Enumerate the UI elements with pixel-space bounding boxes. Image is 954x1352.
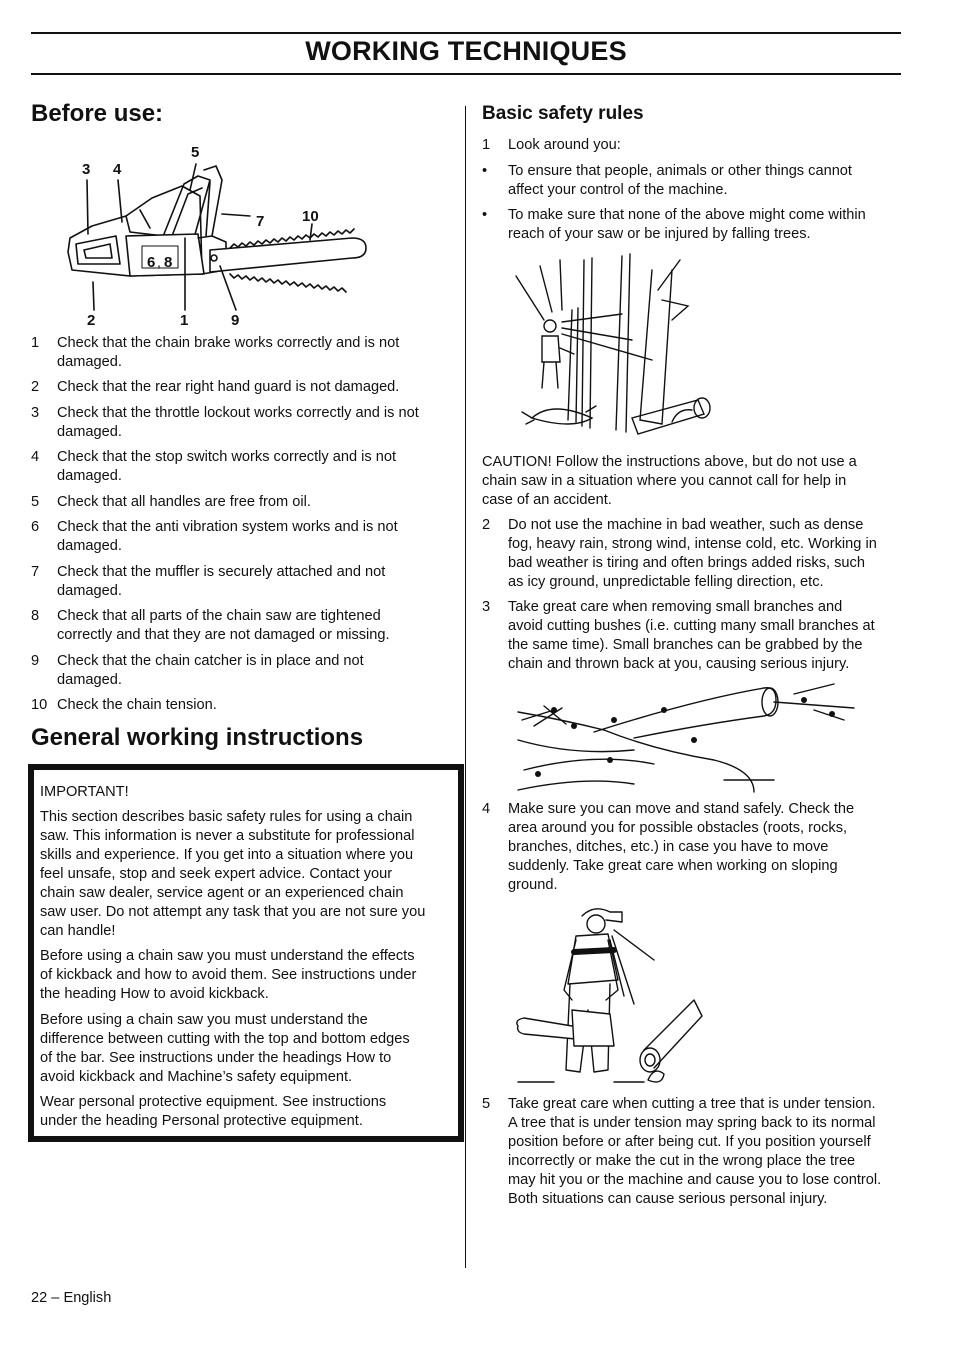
- safety-item-3: [482, 598, 902, 674]
- item-number: 4: [31, 449, 40, 465]
- figure-comma: ,: [157, 254, 161, 270]
- look-around-illustration: [512, 250, 722, 446]
- important-paragraph-1: This section describes basic safety rules for using a chain saw. This information is never a substitute for professional skills and experience. If you get into a situation where you feel unsafe, stop and seek expert advice. Contact your chain saw dealer, service agent or an experienced chain saw user. Do not attempt any task that you are not sure you can handle!: [40, 809, 426, 939]
- figure-label-8: 8: [164, 254, 173, 271]
- item-text: Look around you:: [508, 137, 621, 153]
- important-paragraph-3: Before using a chain saw you must understand the difference between cutting with the top and bottom edges of the bar. See instructions under the headings How to avoid kickback and Machine’s safety equipment.: [40, 1012, 410, 1085]
- checklist-item-3: [31, 404, 456, 442]
- item-number: 3: [482, 599, 491, 615]
- item-text: To make sure that none of the above might come within reach of your saw or be injured by falling trees.: [508, 207, 866, 242]
- item-number: 4: [482, 801, 491, 817]
- item-number: 9: [31, 653, 40, 669]
- important-paragraph-2: Before using a chain saw you must understand the effects of kickback and how to avoid them. See instructions under the heading How to avoid kickback.: [40, 948, 417, 1002]
- important-notice-box: [28, 764, 464, 1142]
- important-label: IMPORTANT!: [40, 784, 129, 800]
- item-text: Check that the muffler is securely attached and not damaged.: [57, 564, 386, 599]
- item-text: Check that all parts of the chain saw are tightened correctly and that they are not damaged or missing.: [57, 608, 390, 643]
- safety-bullet-2: [482, 206, 902, 244]
- safety-item-2: [482, 516, 902, 592]
- item-number: 5: [31, 494, 40, 510]
- item-text: Take great care when removing small branches and avoid cutting bushes (i.e. cutting many small branches at the same time). Small branches can be grabbed by the chain and thrown back at you, causing serious injury.: [508, 599, 875, 672]
- item-number: 8: [31, 608, 40, 624]
- checklist-item-6: [31, 518, 456, 556]
- item-text: Check that the chain brake works correctly and is not damaged.: [57, 335, 400, 370]
- item-number: 6: [31, 519, 40, 535]
- figure-label-4: 4: [113, 161, 122, 178]
- header-top-rule: [31, 32, 901, 34]
- caution-paragraph: CAUTION! Follow the instructions above, but do not use a chain saw in a situation where you cannot call for help in case of an accident.: [482, 454, 857, 508]
- branches-illustration: [514, 680, 860, 796]
- figure-label-2: 2: [87, 312, 96, 329]
- checklist-item-4: [31, 448, 456, 486]
- operator-illustration: [514, 900, 704, 1090]
- item-number: 7: [31, 564, 40, 580]
- chainsaw-figure: [60, 140, 380, 332]
- checklist-item-10: [31, 696, 456, 715]
- safety-item-5: [482, 1095, 902, 1209]
- item-number: 1: [31, 335, 40, 351]
- checklist-item-5: [31, 493, 456, 512]
- item-text: Check that the rear right hand guard is not damaged.: [57, 379, 400, 395]
- item-text: Check that the throttle lockout works correctly and is not damaged.: [57, 405, 419, 440]
- checklist-item-8: [31, 607, 456, 645]
- figure-label-1: 1: [180, 312, 189, 329]
- general-instructions-heading: General working instructions: [31, 724, 364, 751]
- header-bottom-rule: [31, 73, 901, 75]
- figure-label-5: 5: [191, 144, 200, 161]
- checklist-item-9: [31, 652, 456, 690]
- item-number: 10: [31, 697, 48, 713]
- safety-item-4: [482, 800, 902, 895]
- item-text: Do not use the machine in bad weather, such as dense fog, heavy rain, strong wind, intense cold, etc. Working in bad weather is tiring and often brings added risks, such as icy ground, unpredictable felling direction, etc.: [508, 517, 877, 590]
- item-text: Take great care when cutting a tree that is under tension. A tree that is under tension may spring back to its normal position before or after being cut. If you position yourself incorrectly or make the cut in the wrong place the tree may hit you or the machine and cause you to lose control. Both situations can cause serious personal injury.: [508, 1096, 882, 1207]
- item-text: Check that the anti vibration system works and is not damaged.: [57, 519, 398, 554]
- item-text: Make sure you can move and stand safely. Check the area around you for possible obstacles (roots, rocks, branches, ditches, etc.) in case you have to move suddenly. Take great care when working on sloping ground.: [508, 801, 855, 893]
- figure-label-10: 10: [302, 208, 319, 225]
- item-number: 2: [31, 379, 40, 395]
- item-number: 5: [482, 1096, 491, 1112]
- bullet-mark: •: [482, 163, 488, 179]
- item-text: Check the chain tension.: [57, 697, 217, 713]
- basic-safety-rules-heading: Basic safety rules: [482, 103, 644, 124]
- item-text: Check that all handles are free from oil.: [57, 494, 311, 510]
- bullet-mark: •: [482, 207, 488, 223]
- before-use-heading: Before use:: [31, 100, 164, 127]
- item-text: To ensure that people, animals or other things cannot affect your control of the machine.: [508, 163, 852, 198]
- item-number: 1: [482, 137, 491, 153]
- item-text: Check that the stop switch works correctly and is not damaged.: [57, 449, 397, 484]
- page-footer: 22 – English: [31, 1290, 112, 1306]
- column-divider: [465, 106, 466, 1268]
- checklist-item-1: [31, 334, 456, 372]
- checklist-item-7: [31, 563, 456, 601]
- figure-label-3: 3: [82, 161, 91, 178]
- figure-label-7: 7: [256, 213, 265, 230]
- item-text: Check that the chain catcher is in place and not damaged.: [57, 653, 364, 688]
- page-title: WORKING TECHNIQUES: [305, 36, 627, 66]
- figure-label-9: 9: [231, 312, 240, 329]
- safety-bullet-1: [482, 162, 902, 200]
- item-number: 3: [31, 405, 40, 421]
- item-number: 2: [482, 517, 491, 533]
- checklist-item-2: [31, 378, 456, 397]
- safety-item-1: [482, 136, 902, 155]
- important-paragraph-4: Wear personal protective equipment. See instructions under the heading Personal protective equipment.: [40, 1094, 387, 1129]
- figure-label-6: 6: [147, 254, 156, 271]
